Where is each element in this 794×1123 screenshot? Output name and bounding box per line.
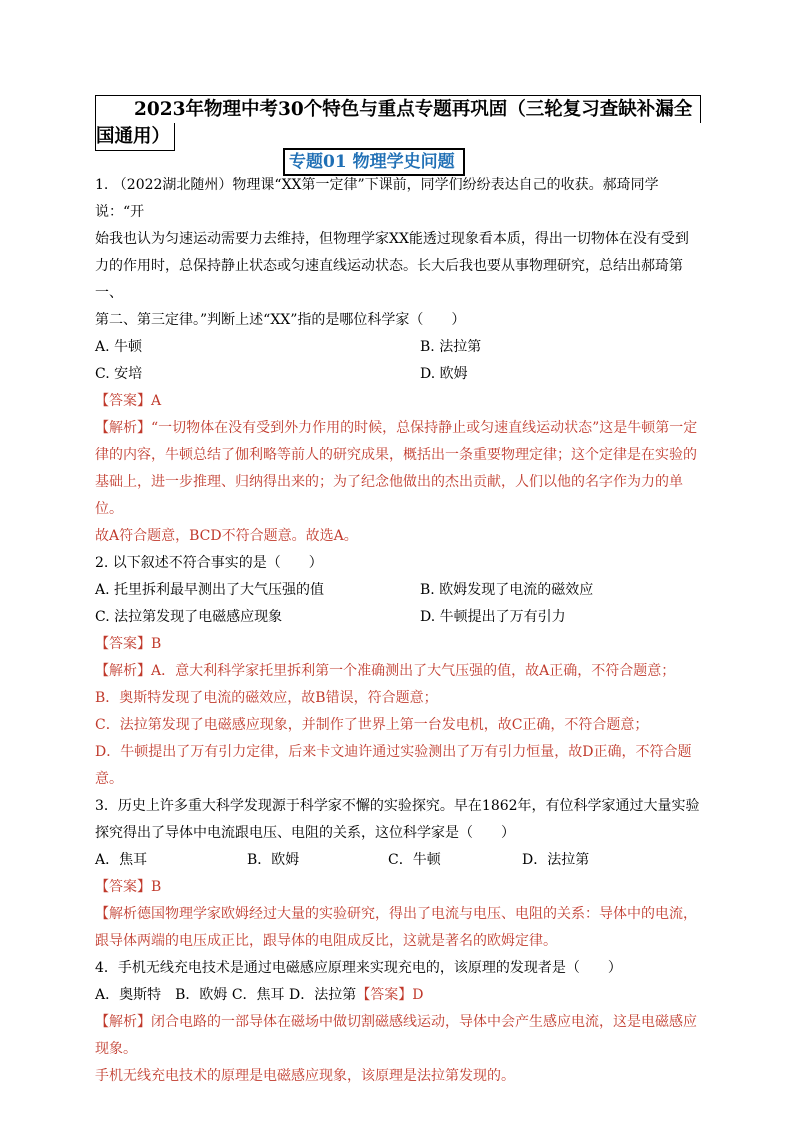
q3-analysis-line-1: 【解析德国物理学家欧姆经过大量的实验研究，得出了电流与电压、电阻的关系：导体中的电流，: [95, 906, 697, 922]
q1-options-row-2: [95, 361, 700, 388]
q3-stem-line-2: 探究得出了导体中电流跟电压、电阻的关系，这位科学家是（ ）: [95, 825, 515, 841]
q2-option-c: C. 法拉第发现了电磁感应现象: [95, 609, 283, 625]
q1-stem-line-3: 力的作用时，总保持静止状态或匀速直线运动状态。长大后我也要从事物理研究，总结出郝琦第一、: [95, 258, 683, 301]
q1-option-d: D. 欧姆: [420, 366, 468, 382]
q1-option-c: C. 安培: [95, 366, 143, 382]
q4-analysis-line-1: 【解析】闭合电路的一部导体在磁场中做切割磁感线运动，导体中会产生感应电流，这是电磁感应: [95, 1014, 697, 1030]
q1-analysis-line-2: 律的内容，牛顿总结了伽利略等前人的研究成果，概括出一条重要物理定律；这个定律是在实验的: [95, 447, 697, 463]
title-line-2: 国通用）: [95, 123, 175, 151]
q1-stem-line-1: 1. （2022湖北随州）物理课“XX第一定律”下课前，同学们纷纷表达自己的收获。郝琦同学说：“开: [95, 177, 659, 220]
q3-analysis-line-2: 跟导体两端的电压成正比，跟导体的电阻成反比，这就是著名的欧姆定律。: [95, 933, 557, 949]
q2-analysis-line-3: C．法拉第发现了电磁感应现象，并制作了世界上第一台发电机，故C正确，不符合题意；: [95, 717, 649, 733]
q3-options-row: [95, 847, 700, 874]
q3-option-c: C．牛顿: [388, 852, 441, 868]
q1-analysis-line-4: 故A符合题意，BCD不符合题意。故选A。: [95, 528, 358, 544]
q4-options: A．奥斯特 B．欧姆 C．焦耳 D．法拉第: [95, 987, 357, 1003]
q2-options-row-2: [95, 604, 700, 631]
q2-option-a: A. 托里拆利最早测出了大气压强的值: [95, 582, 325, 598]
q2-option-d: D. 牛顿提出了万有引力: [420, 609, 566, 625]
q2-analysis-line-2: B．奥斯特发现了电流的磁效应，故B错误，符合题意；: [95, 690, 438, 706]
q1-option-a: A. 牛顿: [95, 339, 143, 355]
q1-options-row-1: [95, 334, 700, 361]
q3-option-a: A．焦耳: [95, 852, 148, 868]
q2-analysis-line-4: D．牛顿提出了万有引力定律，后来卡文迪许通过实验测出了万有引力恒量，故D正确，不符合题: [95, 744, 692, 760]
document-title: [95, 95, 699, 151]
q1-stem-line-4: 第二、第三定律。”判断上述“XX”指的是哪位科学家（ ）: [95, 312, 466, 328]
q1-analysis-line-3: 基础上，进一步推理、归纳得出来的；为了纪念他做出的杰出贡献，人们以他的名字作为力的单位。: [95, 474, 683, 517]
q1-analysis-line-1: 【解析】“一切物体在没有受到外力作用的时候，总保持静止或匀速直线运动状态”这是牛顿第一定: [95, 420, 698, 436]
q2-stem: 2. 以下叙述不符合事实的是（ ）: [95, 555, 323, 571]
q1-stem-line-2: 始我也认为匀速运动需要力去维持，但物理学家XX能透过现象看本质，得出一切物体在没有受到: [95, 231, 689, 247]
q2-answer: 【答案】B: [95, 636, 162, 652]
title-line-1: 2023年物理中考30个特色与重点专题再巩固（三轮复习查缺补漏全: [95, 95, 701, 123]
q4-stem: 4．手机无线充电技术是通过电磁感应原理来实现充电的，该原理的发现者是（ ）: [95, 960, 622, 976]
q2-analysis-line-5: 意。: [95, 771, 123, 787]
q3-option-d: D．法拉第: [522, 852, 590, 868]
q2-analysis-line-1: 【解析】A．意大利科学家托里拆利第一个准确测出了大气压强的值，故A正确，不符合题意；: [95, 663, 676, 679]
q4-analysis-line-3: 手机无线充电技术的原理是电磁感应现象，该原理是法拉第发现的。: [95, 1068, 515, 1084]
q2-options-row-1: [95, 577, 700, 604]
q3-option-b: B．欧姆: [247, 852, 300, 868]
q4-answer: 【答案】D: [356, 987, 424, 1003]
q1-option-b: B. 法拉第: [420, 339, 482, 355]
q3-stem-line-1: 3．历史上许多重大科学发现源于科学家不懈的实验探究。早在1862年，有位科学家通过大量实验: [95, 798, 700, 814]
q4-analysis-line-2: 现象。: [95, 1041, 137, 1057]
document-body: [95, 172, 700, 1090]
q2-option-b: B. 欧姆发现了电流的磁效应: [420, 582, 594, 598]
q3-answer: 【答案】B: [95, 879, 162, 895]
q4-options-line: [95, 982, 700, 1009]
section-subtitle: 专题01 物理学史问题: [283, 148, 465, 176]
q1-answer: 【答案】A: [95, 393, 162, 409]
